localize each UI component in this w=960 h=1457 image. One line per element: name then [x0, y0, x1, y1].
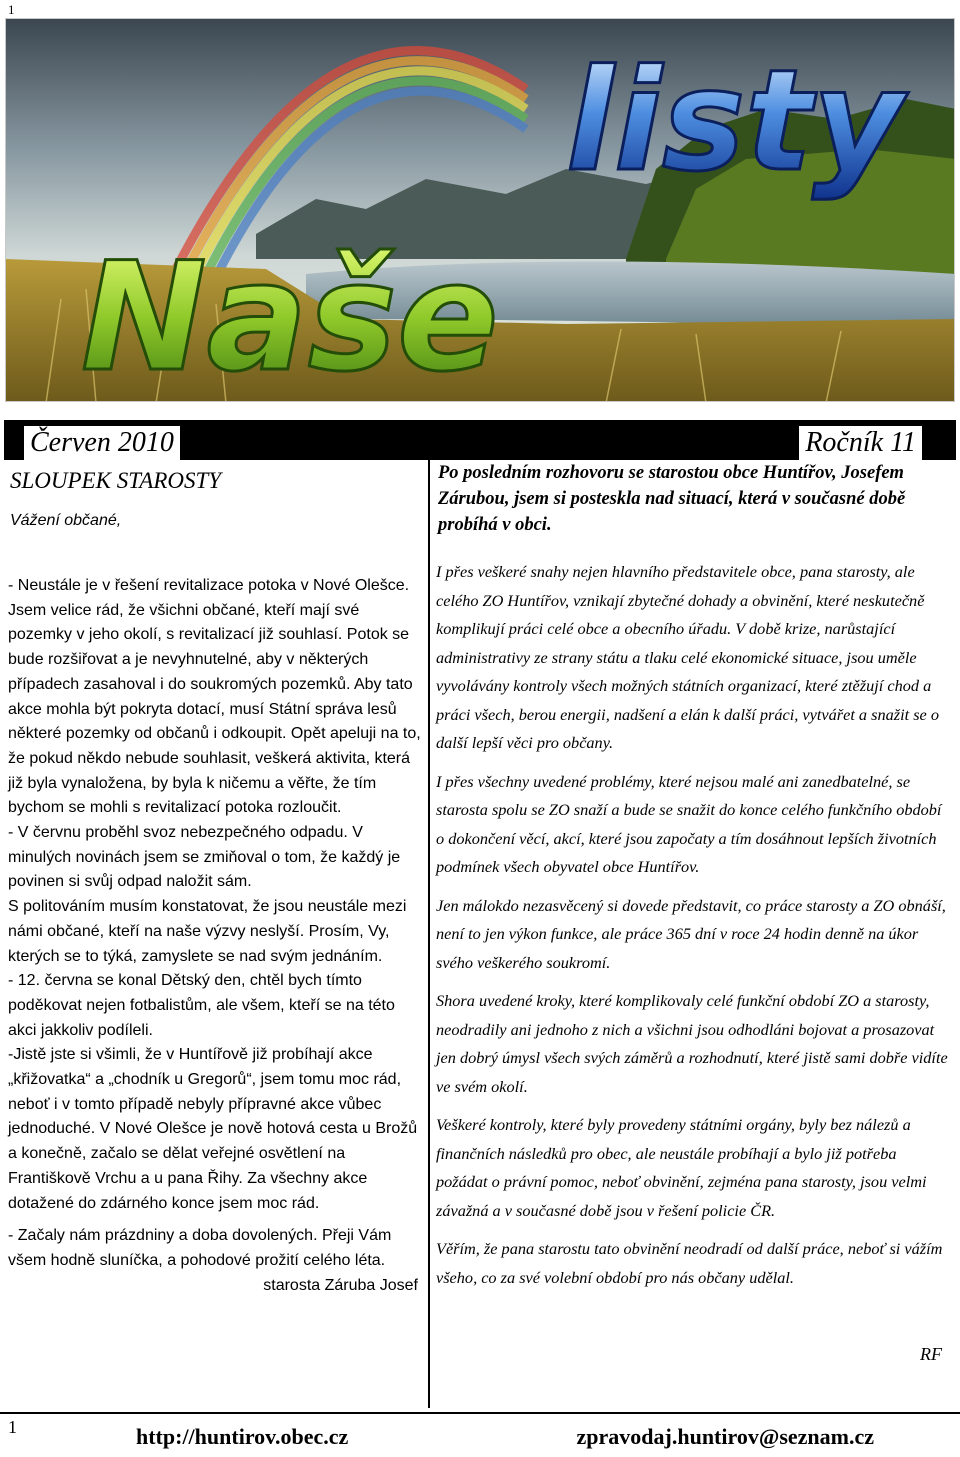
- editorial-paragraph: Shora uvedené kroky, které komplikovaly celé funkční období ZO a starosty, neodradily ani jednoho z nich a všichni jsou odhodláni bojovat a prosazovat jen dobrý úmysl všech svých záměrů a rozhodnutí, které jistě sami dobře vidíte ve svém okolí.: [436, 991, 948, 1096]
- page-number-bottom: 1: [8, 1417, 17, 1437]
- masthead-title-bottom: Naše: [81, 231, 499, 402]
- masthead-banner: [5, 18, 955, 402]
- mayor-paragraph: - V červnu proběhl svoz nebezpečného odpadu. V minulých novinách jsem se zmiňoval o tom, že každý je povinen si svůj odpad naložit sám.: [8, 824, 401, 891]
- editorial-lead: Po posledním rozhovoru se starostou obce Huntířov, Josefem Zárubou, jsem si posteskla nad situací, která v současné době probíhá v obci.: [438, 463, 906, 535]
- editorial-column: [430, 460, 956, 1408]
- editorial-paragraph: I přes veškeré snahy nejen hlavního představitele obce, pana starosty, ale celého ZO Huntířov, vznikají zbytečné dohady a obvinění, které neskutečně komplikují práci celé obce a obecního úřadu. V době krize, narůstající administrativy ze strany státu a tlaku celé ekonomické situace, jsou uměle vyvolávány kontroly všech možných státních organizací, které ztěžují chod a práci všech, berou energii, nadšení a elán k další práci, vytvářet a snažit se o další lepší věci pro občany.: [436, 562, 939, 752]
- editorial-paragraph: I přes všechny uvedené problémy, které nejsou malé ani zanedbatelné, se starosta spolu se ZO snaží a bude se snažit do konce celého funkčního období o dokončení věcí, akcí, které jsou započaty a tím dosáhnout lepších životních podmínek všech obyvatel obce Huntířov.: [436, 771, 942, 876]
- footer-email-link[interactable]: zpravodaj.huntirov@seznam.cz: [576, 1424, 874, 1449]
- masthead-title-top: listy: [566, 40, 904, 203]
- mayor-column: [0, 460, 428, 1408]
- editorial-paragraph: Veškeré kontroly, které byly provedeny státními orgány, byly bez nálezů a finančních následků pro obec, ale neustále probíhají a bylo již potřeba požádat o právní pomoc, neboť obvinění, zejména pana starosty, jsou velmi závažná a v současné době jsou v řešení policie ČR.: [436, 1115, 927, 1220]
- mayor-column-greeting: Vážení občané,: [10, 512, 122, 529]
- mayor-paragraph: S politováním musím konstatovat, že jsou neustále mezi námi občané, kteří na naše výzvy neslyší. Prosím, Vy, kterých se to týká, zamyslete se nad svým jednáním.: [8, 898, 407, 965]
- editorial-paragraph: Věřím, že pana starostu tato obvinění neodradí od další práce, neboť si vážím všeho, co za své volební období pro nás občany udělal.: [436, 1239, 943, 1287]
- page-number-top: 1: [8, 2, 15, 17]
- footer-website-link[interactable]: http://huntirov.obec.cz: [136, 1424, 349, 1449]
- mayor-column-title: SLOUPEK STAROSTY: [10, 468, 222, 493]
- issue-date: Červen 2010: [24, 426, 180, 460]
- mayor-paragraph: - Neustále je v řešení revitalizace potoka v Nové Olešce. Jsem velice rád, že všichni občané, kteří mají své pozemky v jeho okolí, s revitalizací již souhlasí. Potok se bude rozšiřovat a je nevyhnutelné, aby v některých případech zasahoval i do soukromých pozemků. Aby tato akce mohla být pokryta dotací, musí Státní správa lesů některé pozemky od občanů i odkoupit. Opět apeluji na to, že pokud někdo nebude souhlasit, veškerá aktivita, která již byla vynaložena, by byla k ničemu a věřte, že tím bychom se mohli s revitalizací potoka rozloučit.: [8, 577, 421, 817]
- mayor-paragraph: - Začaly nám prázdniny a doba dovolených. Přeji Vám všem hodně sluníčka, a pohodové prožití celého léta.: [8, 1227, 392, 1269]
- mayor-paragraph: - 12. června se konal Dětský den, chtěl bych tímto poděkovat nejen fotbalistům, ale všem, kteří se na této akci jakkoliv podíleli.: [8, 972, 395, 1039]
- mayor-signature: starosta Záruba Josef: [263, 1276, 418, 1294]
- issue-volume: Ročník 11: [799, 426, 922, 460]
- editorial-initials: RF: [920, 1344, 942, 1364]
- editorial-body: [436, 558, 952, 1302]
- editorial-paragraph: Jen málokdo nezasvěcený si dovede představit, co práce starosty a ZO obnáší, není to jen výkon funkce, ale práce 365 dní v roce 24 hodin denně na úkor svého veškerého soukromí.: [436, 895, 946, 972]
- footer-divider: [0, 1412, 960, 1414]
- mayor-paragraph: -Jistě jste si všimli, že v Huntířově již probíhají akce „křižovatka“ a „chodník u Gregorů“, jsem tomu moc rád, neboť i v tomto případě nebyly přípravné akce vůbec jednoduché. V Nové Olešce je nově hotová cesta u Brožů a konečně, začalo se dělat veřejné osvětlení na Františkově Vrchu a u pana Řihy. Za všechny akce dotažené do zdárného konce jsem moc rád.: [8, 1046, 418, 1212]
- mayor-column-body: [8, 574, 426, 1298]
